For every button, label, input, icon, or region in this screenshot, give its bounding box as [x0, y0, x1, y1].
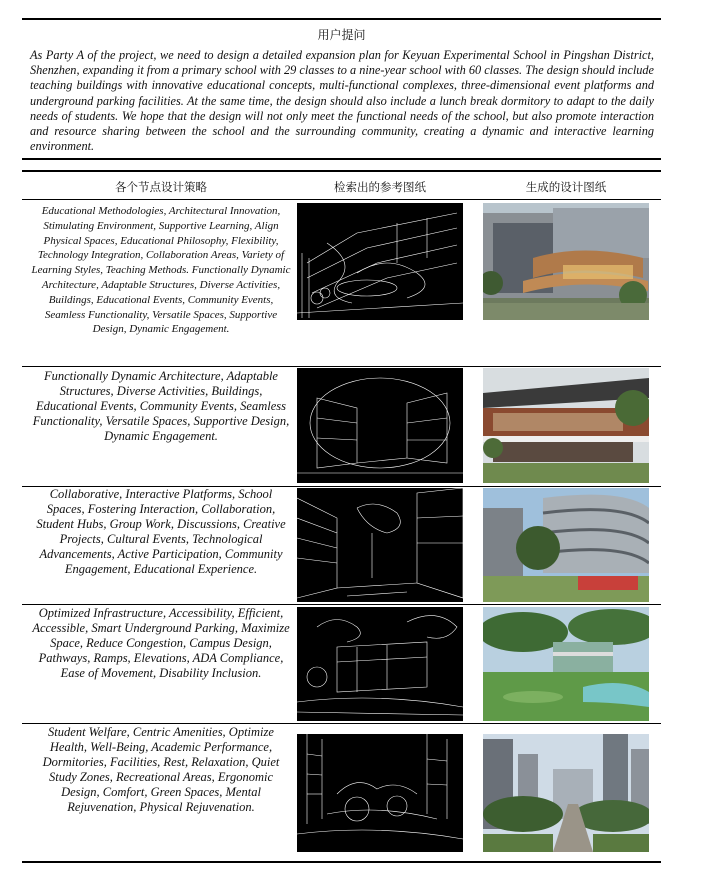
strategy-text: Functionally Dynamic Architecture, Adaptable Structures, Diverse Activities, Buildings, Educational Events, Community Events, Seamless Functionality, Versatile Spaces, Supportive Design, Dynamic Engagement. — [32, 369, 290, 444]
strategy-text: Student Welfare, Centric Amenities, Optimize Health, Well-Being, Academic Performance, Dormitories, Facilities, Rest, Relaxation, Quiet Study Zones, Recreational Areas, Ergonomic Design, Comfort, Green Spaces, Mental Rejuvenation, Physical Rejuvenation. — [42, 725, 280, 815]
strategy-text: Optimized Infrastructure, Accessibility, Efficient, Accessible, Smart Underground Parking, Maximize Space, Reduce Congestion, Campus Design, Pathways, Ramps, Elevations, ADA Compliance, Ease of Movement, Disability Inclusion. — [32, 606, 290, 681]
header-generated: 生成的设计图纸 — [525, 180, 607, 194]
table-bottom-rule — [22, 861, 661, 863]
table-top-rule — [22, 170, 661, 172]
table-row — [22, 367, 661, 486]
generated-render — [483, 488, 649, 602]
generated-render — [483, 368, 649, 483]
prompt-text: As Party A of the project, we need to design a detailed expansion plan for Keyuan Experimental School in Pingshan District, Shenzhen, expanding it from a primary school with 29 classes to a nine-year school with 60 classes. The design should include teaching buildings with innovative educational concepts, multi-functional complexes, three-dimensional event platforms and underground parking facilities. At the same time, the design should also include a lunch break dormitory to adapt to the daily needs of students. We hope that the design will not only meet the functional needs of the school, but also promote interaction and resource sharing between the school and the surrounding community, creating a dynamic and interactive learning environment. — [30, 48, 654, 154]
table-row — [22, 605, 661, 723]
table-row — [22, 724, 661, 861]
reference-drawing — [297, 488, 463, 602]
header-reference: 检索出的参考图纸 — [334, 180, 426, 194]
top-rule — [22, 18, 661, 20]
reference-drawing — [297, 607, 463, 721]
reference-drawing — [297, 203, 463, 320]
strategy-text: Educational Methodologies, Architectural Innovation, Stimulating Environment, Supportive Learning, Align Physical Spaces, Educational Philosophy, Flexibility, Technology Integration, Collaboration Areas, Variety of Learning Styles, Teaching Methods. Functionally Dynamic Architecture, Adaptable Structures, Diverse Activities, Buildings, Educational Events, Community Events, Seamless Functionality, Versatile Spaces, Supportive Design, Dynamic Engagement. — [31, 205, 291, 336]
prompt-title: 用户提问 — [317, 28, 366, 42]
reference-drawing — [297, 734, 463, 852]
generated-render — [483, 607, 649, 721]
generated-render — [483, 734, 649, 852]
table-row — [22, 200, 661, 366]
table-row — [22, 487, 661, 604]
strategy-text: Collaborative, Interactive Platforms, School Spaces, Fostering Interaction, Collaboration, Student Hubs, Group Work, Discussions, Creative Projects, Cultural Events, Technological Advancements, Active Participation, Community Engagement, Educational Experience. — [36, 487, 286, 577]
reference-drawing — [297, 368, 463, 483]
header-strategy: 各个节点设计策略 — [115, 180, 207, 194]
generated-render — [483, 203, 649, 320]
prompt-bottom-rule — [22, 158, 661, 160]
